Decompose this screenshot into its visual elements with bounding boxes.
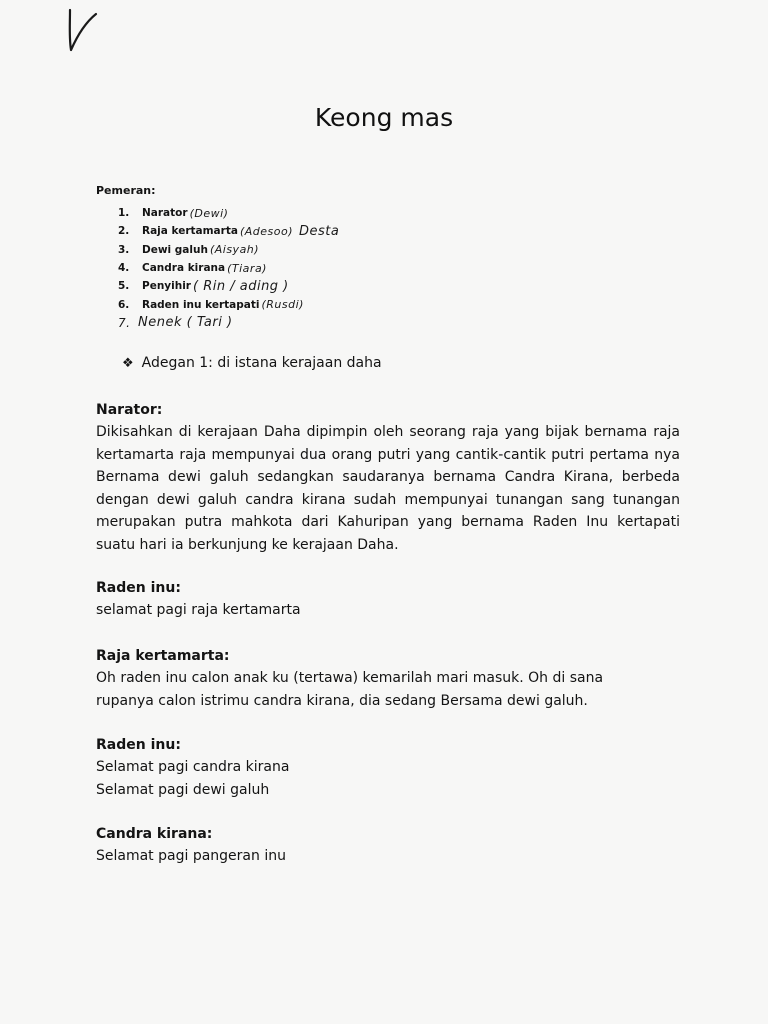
cast-item: [118, 204, 339, 222]
speaker-name: Raden inu:: [96, 580, 181, 596]
dialogue-line: Selamat pagi candra kirana: [96, 759, 290, 775]
dialogue-block: [96, 824, 680, 868]
cast-role: Raja kertamarta: [142, 225, 238, 238]
dialogue-block: [96, 400, 680, 556]
cast-role: Raden inu kertapati: [142, 298, 260, 311]
handwritten-actor-note: (Adesoo): [239, 224, 293, 238]
cast-item: [118, 314, 339, 332]
handwritten-actor-note: Nenek ( Tari ): [138, 315, 233, 331]
dialogue-line: selamat pagi raja kertamarta: [96, 602, 301, 618]
cast-list: [118, 204, 339, 332]
dialogue-line: Oh raden inu calon anak ku (tertawa) kemarilah mari masuk. Oh di sana rupanya calon istrimu candra kirana, dia sedang Bersama dewi galuh.: [96, 670, 604, 709]
cast-item: [118, 222, 339, 240]
handwritten-actor-note: (Rusdi): [261, 298, 304, 312]
dialogue-block: [96, 578, 680, 622]
cast-number: 3.: [118, 243, 130, 256]
cast-item: [118, 259, 339, 277]
speaker-name: Narator:: [96, 402, 163, 418]
cast-role: Dewi galuh: [142, 243, 208, 256]
dialogue-line: Selamat pagi dewi galuh: [96, 781, 270, 798]
cast-role: Candra kirana: [142, 262, 226, 275]
handwritten-actor-extra: Desta: [299, 223, 340, 239]
cast-item: [118, 241, 339, 259]
cast-number: 2.: [118, 225, 130, 238]
cast-role: Penyihir: [142, 280, 191, 293]
dialogue-line: Selamat pagi pangeran inu: [96, 848, 286, 864]
cast-item: [118, 295, 339, 313]
speaker-name: Candra kirana:: [96, 826, 213, 842]
cast-item: [118, 277, 339, 295]
dialogue-line: Dikisahkan di kerajaan Daha dipimpin oleh seorang raja yang bijak bernama raja kertamarta raja mempunyai dua orang putri yang cantik-cantik putri pertama nya Bernama dewi galuh sedangkan saudaranya bernama Candra Kirana, berbeda dengan dewi galuh candra kirana sudah mempunyai tunangan sang tunangan merupakan putra mahkota dari Kahuripan yang bernama Raden Inu kertapati suatu hari ia berkunjung ke kerajaan Daha.: [96, 424, 680, 553]
dialogue-block: [96, 735, 680, 801]
cast-number: 4.: [118, 262, 130, 275]
dialogue-block: [96, 646, 636, 712]
handwritten-actor-note: (Aisyah): [209, 243, 260, 257]
speaker-name: Raja kertamarta:: [96, 648, 230, 664]
page-title: Keong mas: [314, 102, 454, 132]
handwritten-actor-note: (Dewi): [189, 206, 229, 220]
diamond-bullet-icon: ❖: [122, 355, 134, 371]
cast-number: 6.: [118, 298, 130, 311]
scene-heading: [122, 355, 382, 371]
cast-role: Narator: [142, 207, 188, 220]
cast-heading: Pemeran:: [96, 184, 156, 197]
cast-number: 5.: [118, 280, 130, 293]
scene-title: Adegan 1: di istana kerajaan daha: [141, 355, 382, 371]
cast-number: 1.: [118, 207, 130, 220]
handwritten-check-mark: [62, 4, 102, 54]
speaker-name: Raden inu:: [96, 737, 181, 753]
handwritten-actor-note: (Tiara): [227, 261, 267, 275]
handwritten-actor-note: ( Rin / ading ): [193, 278, 289, 294]
cast-number: 7.: [118, 315, 131, 330]
